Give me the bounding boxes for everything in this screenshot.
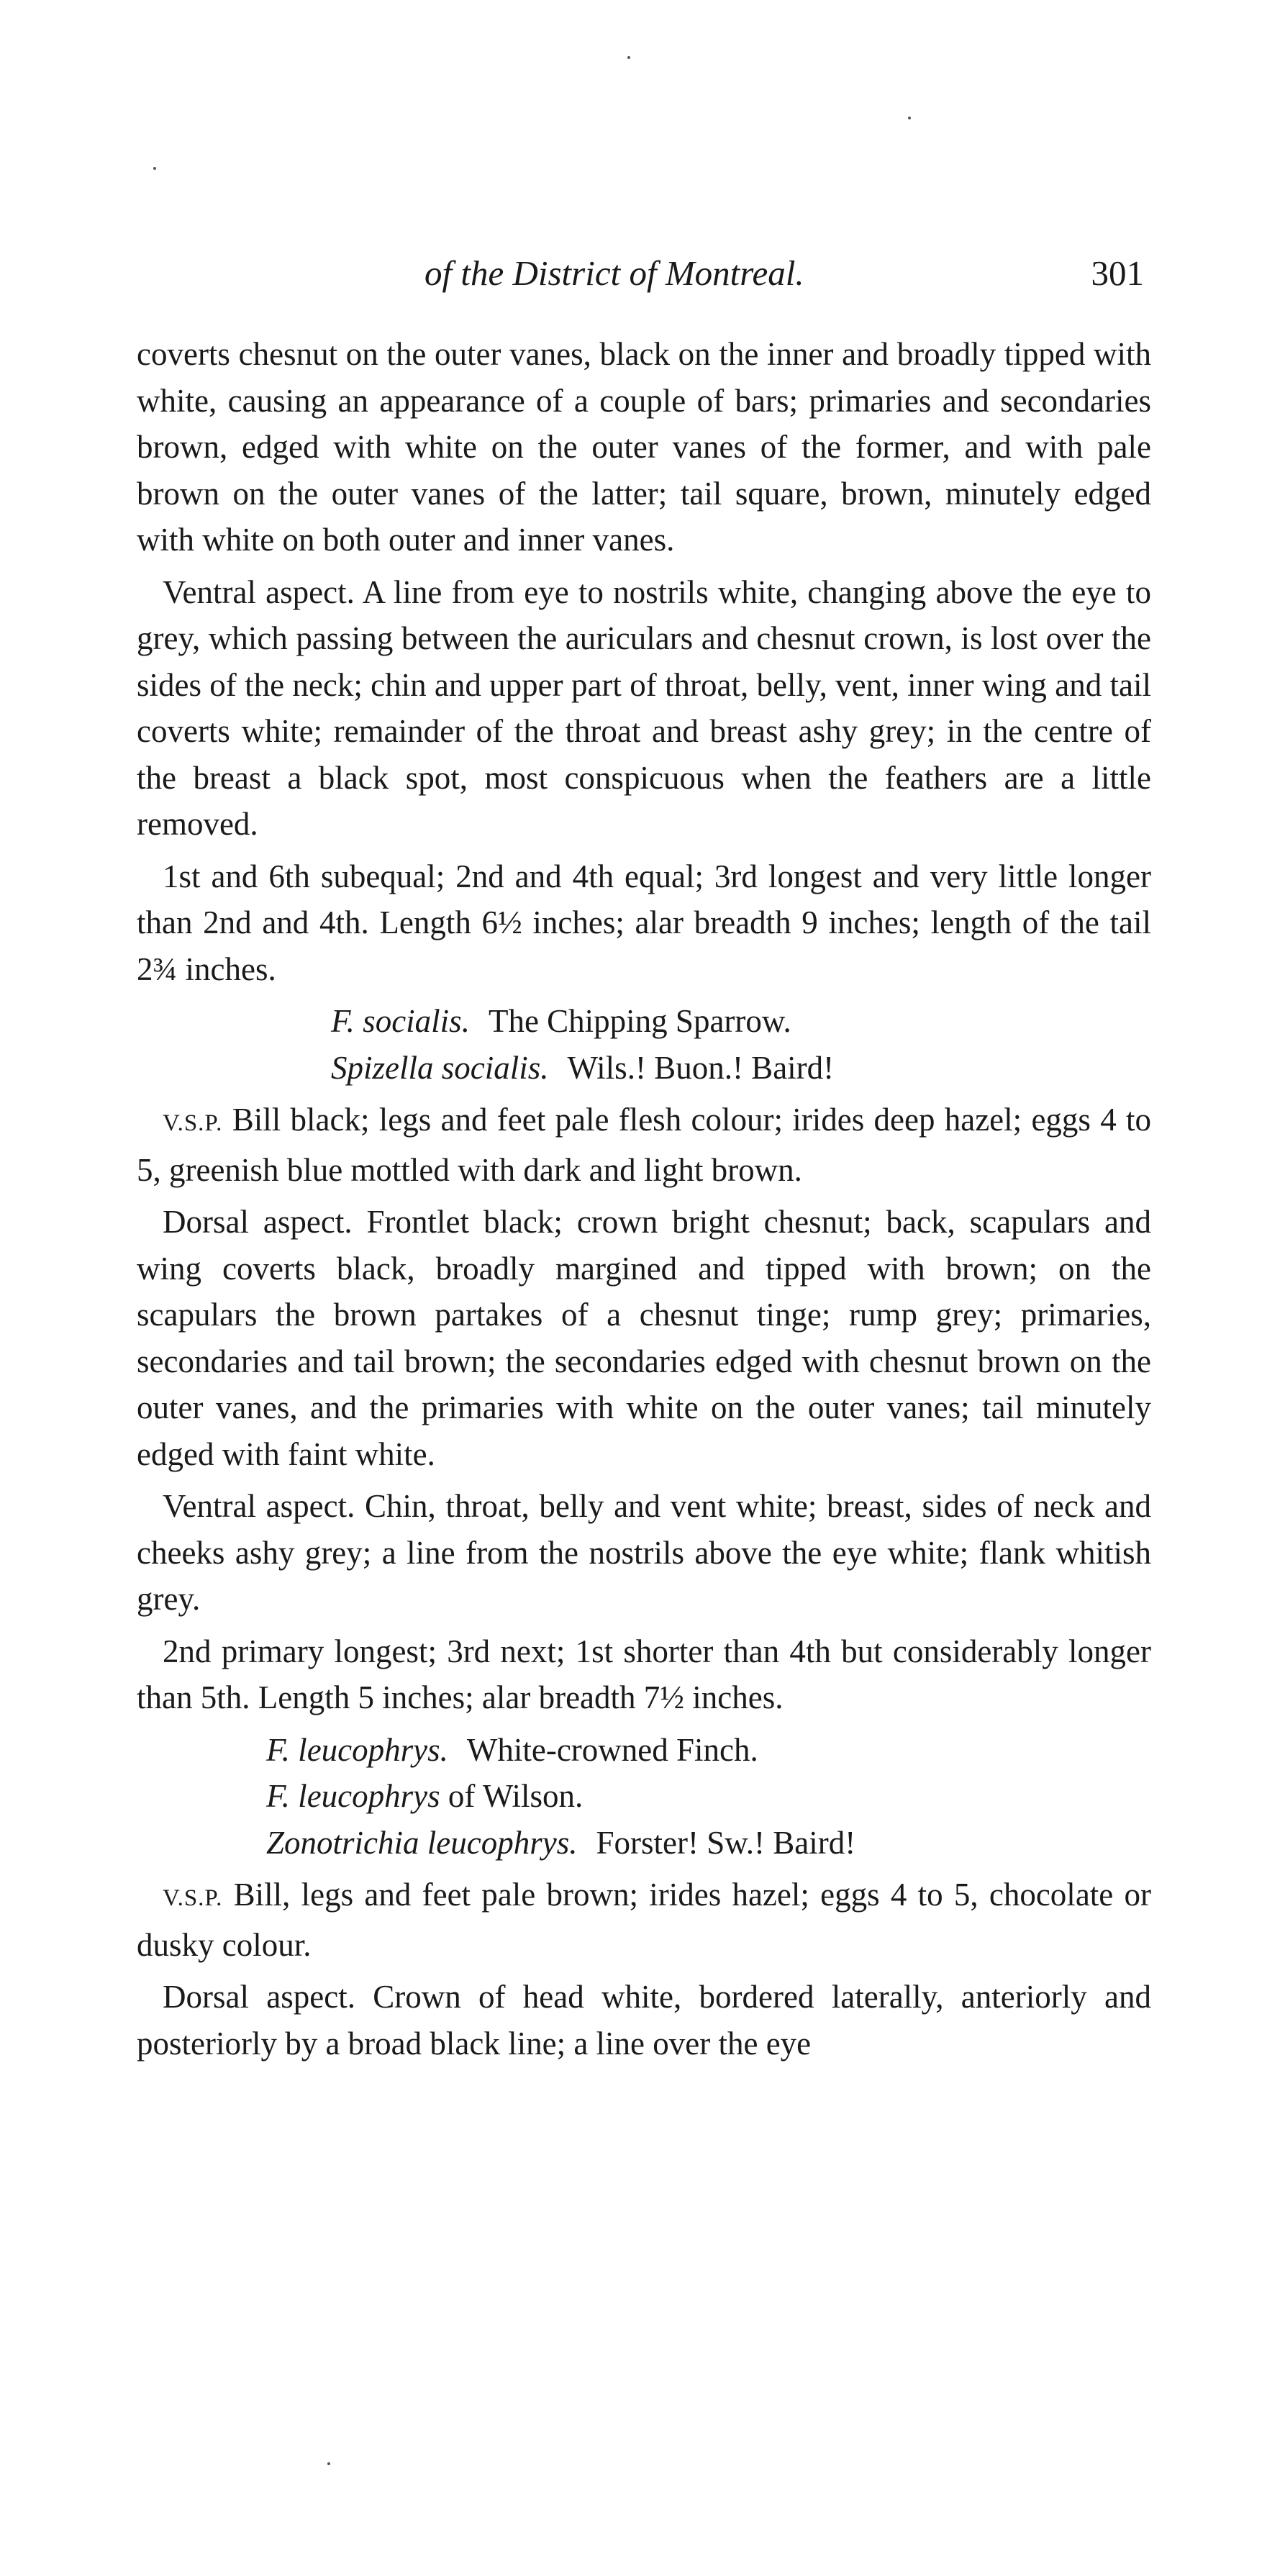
- paragraph: Dorsal aspect. Crown of head white, bordered laterally, anteriorly and posteriorly by a broad black line; a line over the eye: [137, 1979, 1151, 2062]
- species-latin-name: F. leucophrys.: [266, 1731, 448, 1768]
- paragraph: [137, 1097, 1151, 1193]
- print-speck: [327, 2462, 330, 2465]
- page-number: 301: [1091, 253, 1144, 293]
- paragraph: Ventral aspect. Chin, throat, belly and vent white; breast, sides of neck and cheeks ashy grey; a line from the nostrils above the eye white; flank whitish grey.: [137, 1488, 1151, 1617]
- species-authorities: of Wilson.: [448, 1778, 584, 1814]
- species-authorities: Forster! Sw.! Baird!: [596, 1824, 856, 1861]
- species-synonym: [137, 1820, 1151, 1867]
- species-synonym: [137, 1045, 1151, 1092]
- paragraph: [137, 1872, 1151, 1968]
- species-authorities: Wils.! Buon.! Baird!: [567, 1049, 835, 1086]
- print-speck: [153, 167, 156, 170]
- page-header: [137, 245, 1144, 302]
- paragraph-text: Bill black; legs and feet pale flesh colour; irides deep hazel; eggs 4 to 5, greenish blue mottled with dark and light brown.: [137, 1102, 1152, 1188]
- print-speck: [627, 56, 630, 59]
- species-synonym: [137, 1773, 1151, 1820]
- paragraph-text: Bill, legs and feet pale brown; irides hazel; eggs 4 to 5, chocolate or dusky colour.: [137, 1877, 1151, 1963]
- species-heading: [137, 1727, 1151, 1774]
- species-synonym-name: F. leucophrys: [266, 1778, 440, 1814]
- print-speck: [908, 117, 911, 119]
- vsp-label: V.S.P.: [163, 1885, 223, 1911]
- paragraph: Ventral aspect. A line from eye to nostrils white, changing above the eye to grey, which passing between the auriculars and chesnut crown, is lost over the sides of the neck; chin and upper part of throat, belly, vent, inner wing and tail coverts white; remainder of the throat and breast ashy grey; in the centre of the breast a black spot, most conspicuous when the feathers are a little removed.: [137, 573, 1151, 842]
- paragraph: 1st and 6th subequal; 2nd and 4th equal; 3rd longest and very little longer than 2nd and 4th. Length 6½ inches; alar breadth 9 inches; length of the tail 2¾ inches.: [137, 858, 1151, 987]
- running-title: of the District of Montreal.: [424, 253, 804, 293]
- species-heading: [137, 998, 1151, 1045]
- species-synonym-name: Zonotrichia leucophrys.: [266, 1824, 578, 1861]
- species-synonym-name: Spizella socialis.: [331, 1049, 549, 1086]
- paragraph: coverts chesnut on the outer vanes, black on the inner and broadly tipped with white, causing an appearance of a couple of bars; primaries and secondaries brown, edged with white on the outer vanes of the former, and with pale brown on the outer vanes of the latter; tail square, brown, minutely edged with white on both outer and inner vanes.: [137, 336, 1151, 558]
- species-common-name: The Chipping Sparrow.: [488, 1003, 791, 1039]
- paragraph: Dorsal aspect. Frontlet black; crown bright chesnut; back, scapulars and wing coverts black, broadly margined and tipped with brown; on the scapulars the brown partakes of a chesnut tinge; rump grey; primaries, secondaries and tail brown; the secondaries edged with chesnut brown on the outer vanes, and the primaries with white on the outer vanes; tail minutely edged with faint white.: [137, 1204, 1151, 1472]
- species-common-name: White-crowned Finch.: [466, 1731, 758, 1768]
- paragraph: 2nd primary longest; 3rd next; 1st shorter than 4th but considerably longer than 5th. Length 5 inches; alar breadth 7½ inches.: [137, 1633, 1151, 1715]
- vsp-label: V.S.P.: [163, 1110, 223, 1136]
- body-text: [137, 331, 1151, 2072]
- species-latin-name: F. socialis.: [331, 1003, 470, 1039]
